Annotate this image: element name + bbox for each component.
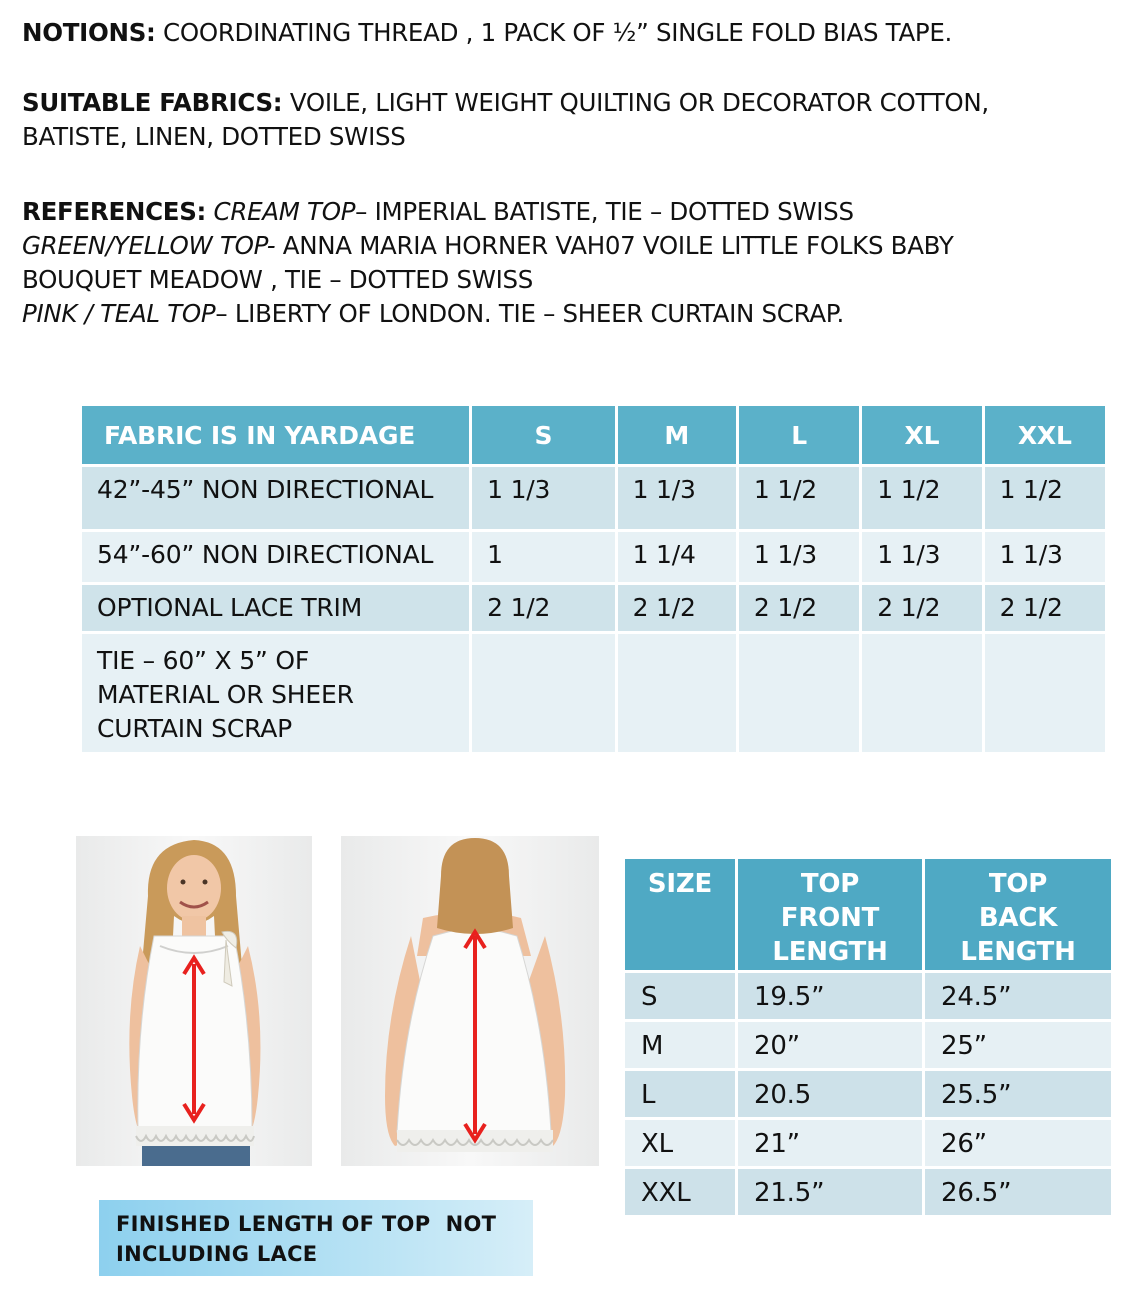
length-header-size: SIZE bbox=[625, 859, 735, 970]
size-cell: S bbox=[625, 973, 735, 1019]
table-row bbox=[625, 1169, 1111, 1215]
ref-cream-text: – IMPERIAL BATISTE, TIE – DOTTED SWISS bbox=[355, 197, 854, 226]
table-row bbox=[82, 634, 1105, 752]
yardage-header-l: L bbox=[739, 406, 859, 464]
table-row bbox=[82, 585, 1105, 631]
back-header-line3: LENGTH bbox=[960, 937, 1076, 967]
front-length-cell: 20.5 bbox=[738, 1071, 922, 1117]
tie-line3: CURTAIN SCRAP bbox=[97, 714, 293, 743]
references-label: REFERENCES: bbox=[22, 197, 207, 226]
back-header-line2: BACK bbox=[978, 903, 1058, 933]
length-header-back bbox=[925, 859, 1111, 970]
cell: 1 1/2 bbox=[862, 467, 981, 529]
yardage-table bbox=[79, 403, 1108, 755]
length-table bbox=[622, 856, 1114, 1218]
ref-green-text: ANNA MARIA HORNER VAH07 VOILE LITTLE FOLKS BABY bbox=[275, 231, 954, 260]
cell: 1 1/4 bbox=[618, 532, 736, 582]
size-cell: M bbox=[625, 1022, 735, 1068]
table-row bbox=[82, 532, 1105, 582]
cell bbox=[985, 634, 1105, 752]
table-row bbox=[82, 467, 1105, 529]
row-label: 54”-60” NON DIRECTIONAL bbox=[82, 532, 469, 582]
caption-line1: FINISHED LENGTH OF TOP NOT bbox=[116, 1212, 497, 1236]
yardage-header-s: S bbox=[472, 406, 614, 464]
front-view-photo bbox=[76, 836, 312, 1166]
yardage-header-label: FABRIC IS IN YARDAGE bbox=[82, 406, 469, 464]
cell: 1 1/3 bbox=[739, 532, 859, 582]
fabrics-line1: VOILE, LIGHT WEIGHT QUILTING OR DECORATOR COTTON, bbox=[289, 88, 989, 117]
table-row bbox=[625, 973, 1111, 1019]
cell bbox=[618, 634, 736, 752]
cell bbox=[739, 634, 859, 752]
cell: 2 1/2 bbox=[472, 585, 614, 631]
ref-green-line2: BOUQUET MEADOW , TIE – DOTTED SWISS bbox=[22, 265, 534, 294]
table-row bbox=[625, 1022, 1111, 1068]
size-cell: L bbox=[625, 1071, 735, 1117]
size-cell: XL bbox=[625, 1120, 735, 1166]
length-header-front bbox=[738, 859, 922, 970]
caption-line2: INCLUDING LACE bbox=[116, 1242, 318, 1266]
front-length-cell: 19.5” bbox=[738, 973, 922, 1019]
back-length-cell: 25.5” bbox=[925, 1071, 1111, 1117]
suitable-fabrics bbox=[22, 86, 989, 154]
front-header-line2: FRONT bbox=[780, 903, 880, 933]
row-label: OPTIONAL LACE TRIM bbox=[82, 585, 469, 631]
back-header-line1: TOP bbox=[988, 869, 1048, 899]
ref-pink-name: PINK / TEAL TOP bbox=[22, 299, 216, 328]
front-length-cell: 21.5” bbox=[738, 1169, 922, 1215]
cell bbox=[862, 634, 981, 752]
yardage-header-xxl: XXL bbox=[985, 406, 1105, 464]
cell: 1 1/3 bbox=[618, 467, 736, 529]
back-view-photo bbox=[341, 836, 599, 1166]
cell: 2 1/2 bbox=[862, 585, 981, 631]
yardage-header-xl: XL bbox=[862, 406, 981, 464]
fabrics-line2: BATISTE, LINEN, DOTTED SWISS bbox=[22, 122, 406, 151]
tie-line2: MATERIAL OR SHEER bbox=[97, 680, 354, 709]
yardage-header-row bbox=[82, 406, 1105, 464]
table-row bbox=[625, 1120, 1111, 1166]
back-length-cell: 25” bbox=[925, 1022, 1111, 1068]
cell: 1 bbox=[472, 532, 614, 582]
cell: 1 1/3 bbox=[472, 467, 614, 529]
cell: 1 1/3 bbox=[985, 532, 1105, 582]
back-length-cell: 24.5” bbox=[925, 973, 1111, 1019]
cell: 2 1/2 bbox=[985, 585, 1105, 631]
front-length-cell: 20” bbox=[738, 1022, 922, 1068]
front-header-line3: LENGTH bbox=[772, 937, 888, 967]
cell: 2 1/2 bbox=[618, 585, 736, 631]
ref-pink-text: – LIBERTY OF LONDON. TIE – SHEER CURTAIN SCRAP. bbox=[215, 299, 844, 328]
front-length-cell: 21” bbox=[738, 1120, 922, 1166]
length-header-row bbox=[625, 859, 1111, 970]
row-label bbox=[82, 634, 469, 752]
yardage-header-m: M bbox=[618, 406, 736, 464]
fabrics-label: SUITABLE FABRICS: bbox=[22, 88, 283, 117]
back-length-cell: 26” bbox=[925, 1120, 1111, 1166]
cell: 1 1/3 bbox=[862, 532, 981, 582]
front-header-line1: TOP bbox=[800, 869, 860, 899]
size-cell: XXL bbox=[625, 1169, 735, 1215]
references bbox=[22, 195, 953, 331]
ref-cream-name: CREAM TOP bbox=[213, 197, 356, 226]
table-row bbox=[625, 1071, 1111, 1117]
cell: 1 1/2 bbox=[739, 467, 859, 529]
back-view-illustration bbox=[341, 836, 599, 1166]
notions-line bbox=[22, 16, 952, 50]
back-length-cell: 26.5” bbox=[925, 1169, 1111, 1215]
finished-length-caption bbox=[99, 1200, 533, 1276]
front-view-illustration bbox=[76, 836, 312, 1166]
tie-line1: TIE – 60” X 5” OF bbox=[97, 646, 310, 675]
cell: 1 1/2 bbox=[985, 467, 1105, 529]
ref-green-name: GREEN/YELLOW TOP- bbox=[22, 231, 276, 260]
notions-text: COORDINATING THREAD , 1 PACK OF ½” SINGLE FOLD BIAS TAPE. bbox=[163, 18, 953, 47]
notions-label: NOTIONS: bbox=[22, 18, 156, 47]
row-label: 42”-45” NON DIRECTIONAL bbox=[82, 467, 469, 529]
cell: 2 1/2 bbox=[739, 585, 859, 631]
cell bbox=[472, 634, 614, 752]
